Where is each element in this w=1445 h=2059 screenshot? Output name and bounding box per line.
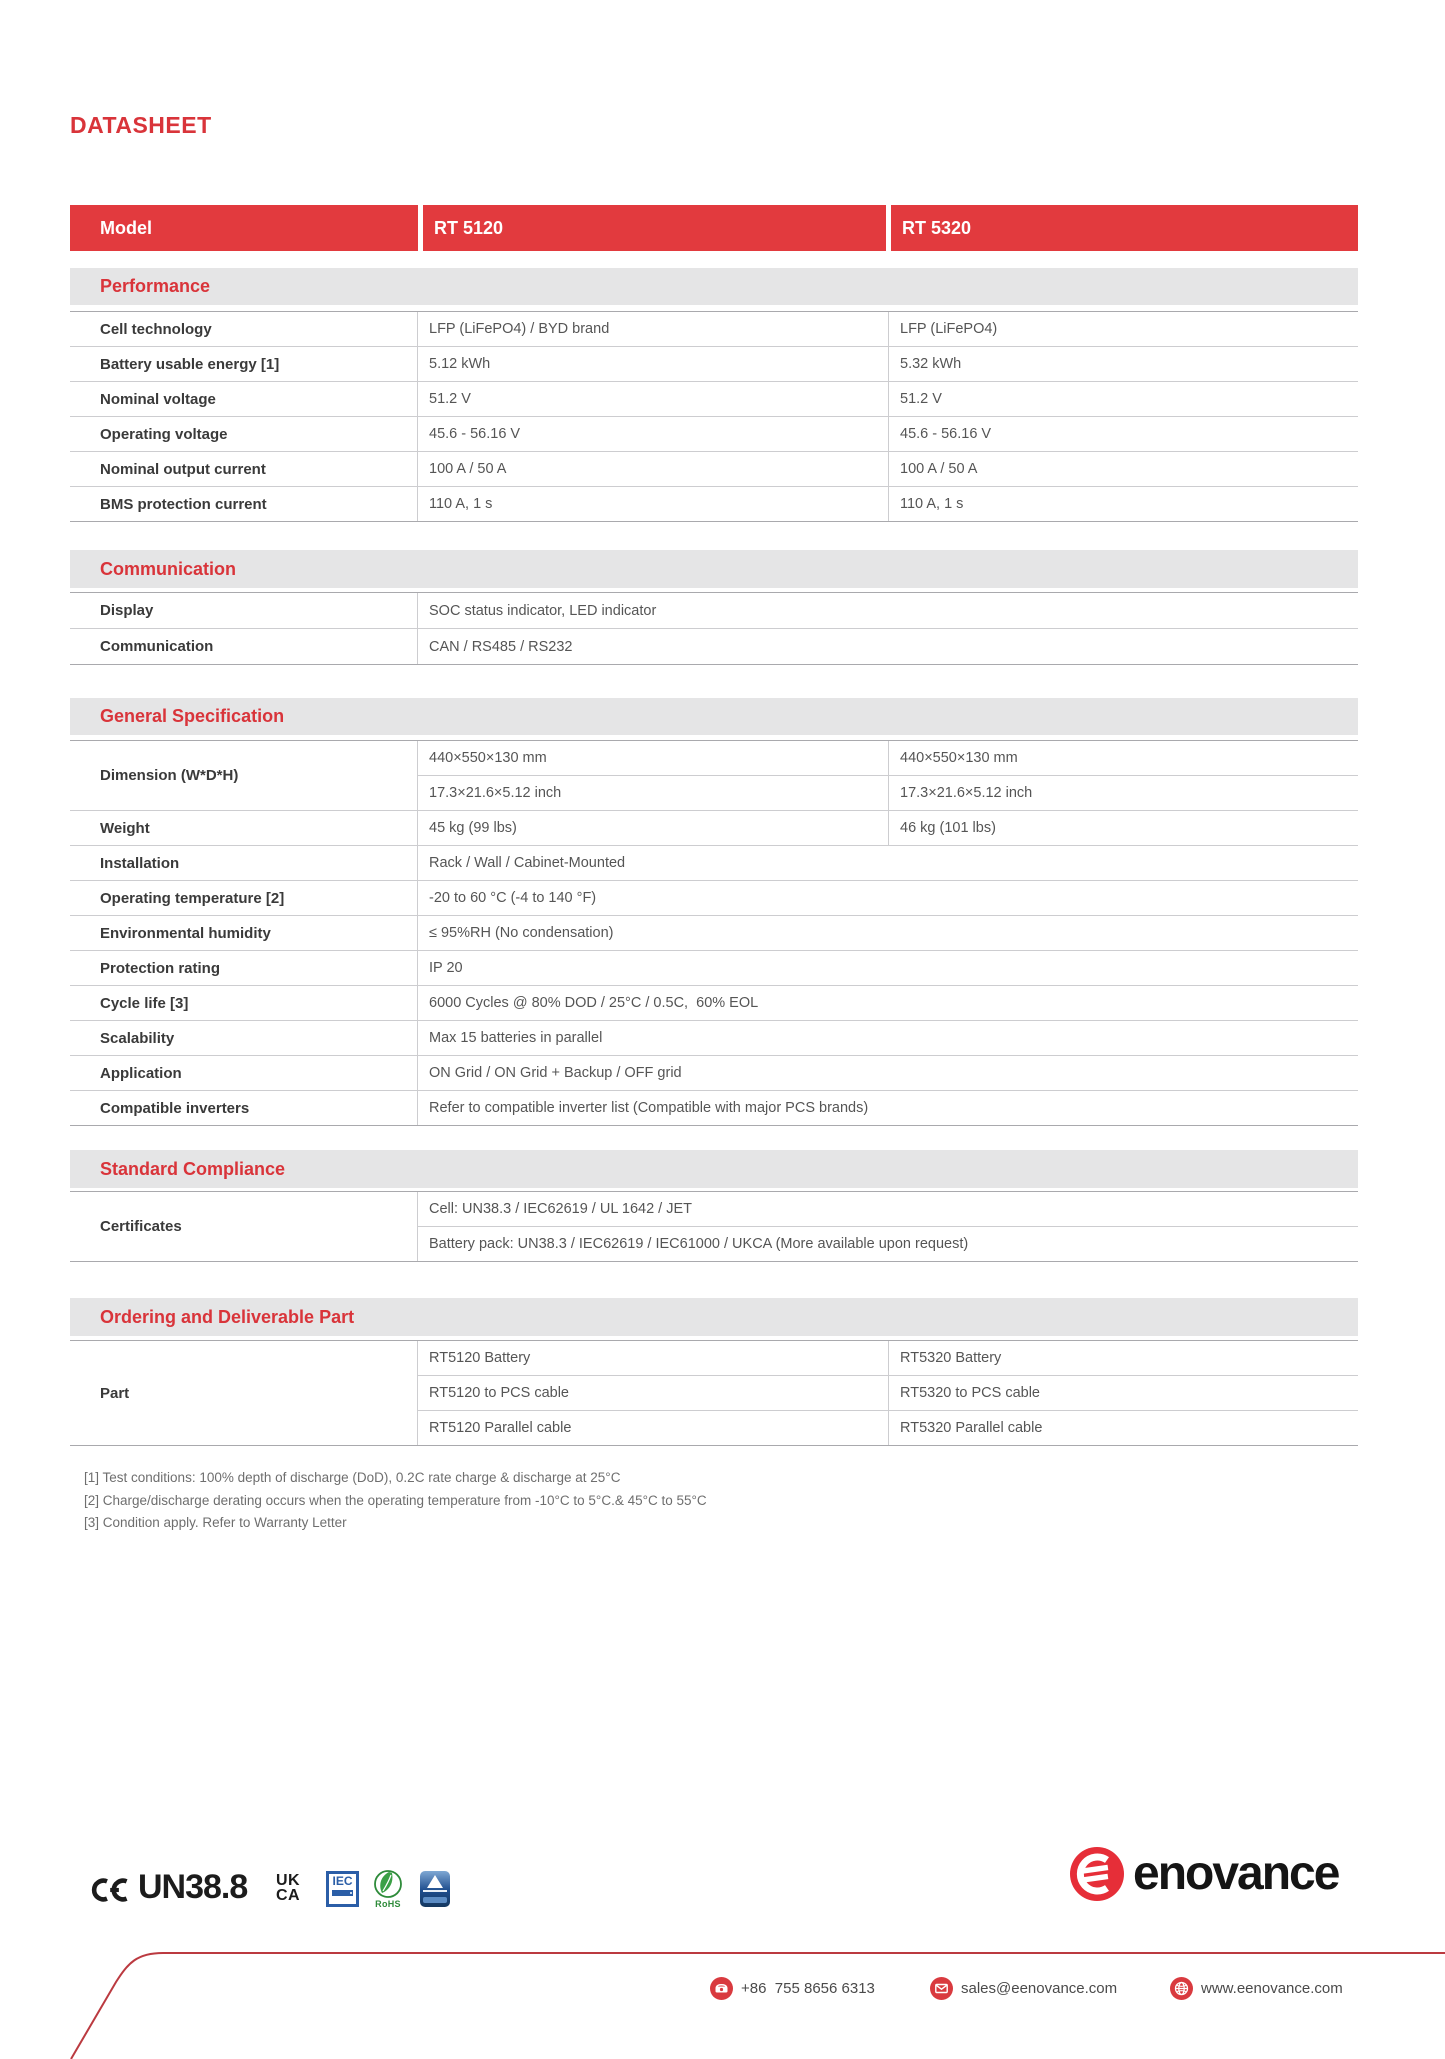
row-value: 6000 Cycles @ 80% DOD / 25°C / 0.5C, 60% EOL (429, 995, 759, 1011)
iec-logo: IEC (326, 1871, 359, 1907)
row-label: Cycle life [3] (70, 986, 418, 1020)
page-title: DATASHEET (70, 112, 212, 138)
row-label: Dimension (W*D*H) (70, 741, 418, 810)
section-title-general-specification: General Specification (100, 706, 285, 726)
certificates-row (70, 1192, 1358, 1261)
footer-phone (710, 1977, 875, 2000)
row-label: Protection rating (70, 951, 418, 985)
section-header-communication (70, 550, 1358, 588)
model-header-label: Model (70, 205, 418, 251)
row-value: IP 20 (429, 960, 463, 976)
table-row (70, 452, 1358, 487)
section-title-standard-compliance: Standard Compliance (100, 1158, 286, 1179)
row-label: Weight (70, 811, 418, 845)
rt5320-value: 100 A / 50 A (900, 461, 978, 477)
row-value: -20 to 60 °C (-4 to 140 °F) (429, 890, 597, 906)
row-label: Battery usable energy [1] (70, 347, 418, 381)
row-value: ≤ 95%RH (No condensation) (429, 925, 614, 941)
row-label: Communication (70, 629, 418, 664)
model-header-bar (70, 205, 1358, 251)
model-rt5320-header: RT 5320 (891, 205, 1358, 251)
part-row (70, 1341, 1358, 1445)
website-url: www.eenovance.com (1201, 1980, 1343, 1997)
un38-8-mark: UN38.8 (138, 1868, 248, 1906)
section-title-ordering: Ordering and Deliverable Part (100, 1306, 355, 1327)
rt5120-value: 440×550×130 mm (418, 741, 889, 775)
row-label: Certificates (70, 1192, 418, 1261)
footnote-3: [3] Condition apply. Refer to Warranty Letter (84, 1515, 347, 1530)
table-row (70, 881, 1358, 916)
row-value: Cell: UN38.3 / IEC62619 / UL 1642 / JET (429, 1201, 693, 1217)
brand-name: enovance (1133, 1847, 1339, 1900)
row-label: Operating voltage (70, 417, 418, 451)
table-row (70, 487, 1358, 521)
battery-part-row (418, 1341, 1358, 1376)
table-row (70, 986, 1358, 1021)
rt5320-value: 17.3×21.6×5.12 inch (900, 785, 1033, 801)
rt5120-value: 51.2 V (418, 382, 889, 416)
rt5120-value: RT5120 to PCS cable (418, 1376, 889, 1410)
ukca-mark: UK CA (276, 1872, 301, 1904)
table-row (70, 846, 1358, 881)
section-header-performance (70, 268, 1358, 305)
table-row (70, 951, 1358, 986)
row-label: Application (70, 1056, 418, 1090)
row-value: Refer to compatible inverter list (Compatible with major PCS brands) (429, 1100, 869, 1116)
rt5120-value: 110 A, 1 s (418, 487, 889, 521)
row-label: BMS protection current (70, 487, 418, 521)
row-label: Environmental humidity (70, 916, 418, 950)
row-value: Battery pack: UN38.3 / IEC62619 / IEC61000 / UKCA (More available upon request) (429, 1236, 969, 1252)
table-row (70, 347, 1358, 382)
rt5120-value: LFP (LiFePO4) / BYD brand (418, 312, 889, 346)
row-label: Installation (70, 846, 418, 880)
table-row (70, 916, 1358, 951)
rt5120-value: 100 A / 50 A (418, 452, 889, 486)
table-row (70, 629, 1358, 664)
performance-table (70, 311, 1358, 522)
communication-table (70, 592, 1358, 665)
rt5120-value: 45.6 - 56.16 V (418, 417, 889, 451)
rt5320-value: 5.32 kWh (900, 356, 962, 372)
row-label: Cell technology (70, 312, 418, 346)
standard-compliance-table (70, 1191, 1358, 1262)
table-row (70, 382, 1358, 417)
table-row (70, 417, 1358, 452)
table-row (70, 1091, 1358, 1125)
row-label: Nominal output current (70, 452, 418, 486)
rt5320-value: RT5320 Battery (900, 1350, 1002, 1366)
brand-logo (1070, 1846, 1338, 1901)
general-specification-table (70, 740, 1358, 1126)
rt5320-value: RT5320 Parallel cable (900, 1420, 1043, 1436)
footnote-1: [1] Test conditions: 100% depth of discharge (DoD), 0.2C rate charge & discharge at 25°C (84, 1470, 621, 1485)
ce-mark-icon (86, 1876, 128, 1904)
rt5320-value: RT5320 to PCS cable (900, 1385, 1040, 1401)
rt5320-value: 440×550×130 mm (900, 750, 1018, 766)
row-value: Rack / Wall / Cabinet-Mounted (429, 855, 626, 871)
parallel-cable-part-row (418, 1411, 1358, 1445)
rt5320-value: 51.2 V (900, 391, 942, 407)
row-value: SOC status indicator, LED indicator (429, 602, 657, 619)
row-value: Max 15 batteries in parallel (429, 1030, 603, 1046)
certification-logos (70, 1867, 500, 1913)
table-row (70, 593, 1358, 629)
row-value: CAN / RS485 / RS232 (429, 638, 573, 655)
section-header-general-specification (70, 698, 1358, 735)
rt5320-value: LFP (LiFePO4) (900, 321, 998, 337)
rt5320-value: 46 kg (101 lbs) (900, 820, 996, 836)
ordering-table (70, 1340, 1358, 1446)
tuv-badge-icon (420, 1871, 450, 1907)
rohs-logo: RoHS (373, 1869, 403, 1911)
table-row (70, 1056, 1358, 1091)
footer-website (1170, 1977, 1343, 2000)
rt5120-value: 17.3×21.6×5.12 inch (418, 776, 889, 810)
rt5120-value: RT5120 Parallel cable (418, 1411, 889, 1445)
enovance-logo-icon (1070, 1847, 1124, 1901)
rt5320-value: 110 A, 1 s (900, 496, 964, 512)
pcs-cable-part-row (418, 1376, 1358, 1411)
footnote-2: [2] Charge/discharge derating occurs when the operating temperature from -10°C to 5°C.& 45°C to 55°C (84, 1492, 707, 1508)
section-title-communication: Communication (100, 558, 237, 579)
footer-email (930, 1977, 1117, 2000)
globe-icon (1170, 1977, 1193, 2000)
section-title-performance: Performance (100, 276, 211, 296)
phone-icon (710, 1977, 733, 2000)
row-label: Part (70, 1341, 418, 1445)
footnotes (84, 1467, 707, 1535)
row-label: Operating temperature [2] (70, 881, 418, 915)
phone-number: +86 755 8656 6313 (741, 1980, 875, 1997)
model-rt5120-header: RT 5120 (423, 205, 886, 251)
section-header-ordering (70, 1298, 1358, 1336)
rt5120-value: 5.12 kWh (418, 347, 889, 381)
weight-row (70, 811, 1358, 846)
dimension-row (70, 741, 1358, 811)
dimension-mm-row (418, 741, 1358, 776)
battery-pack-certificates-row (418, 1227, 1358, 1261)
table-row (70, 312, 1358, 347)
rt5120-value: 45 kg (99 lbs) (418, 811, 889, 845)
row-label: Compatible inverters (70, 1091, 418, 1125)
email-address: sales@eenovance.com (961, 1980, 1118, 1997)
cell-certificates-row (418, 1192, 1358, 1227)
table-row (70, 1021, 1358, 1056)
email-icon (930, 1977, 953, 2000)
row-value: ON Grid / ON Grid + Backup / OFF grid (429, 1065, 682, 1081)
section-header-standard-compliance (70, 1150, 1358, 1188)
dimension-inch-row (418, 776, 1358, 810)
row-label: Nominal voltage (70, 382, 418, 416)
row-label: Scalability (70, 1021, 418, 1055)
rt5320-value: 45.6 - 56.16 V (900, 426, 992, 442)
rt5120-value: RT5120 Battery (418, 1341, 889, 1375)
row-label: Display (70, 593, 418, 628)
